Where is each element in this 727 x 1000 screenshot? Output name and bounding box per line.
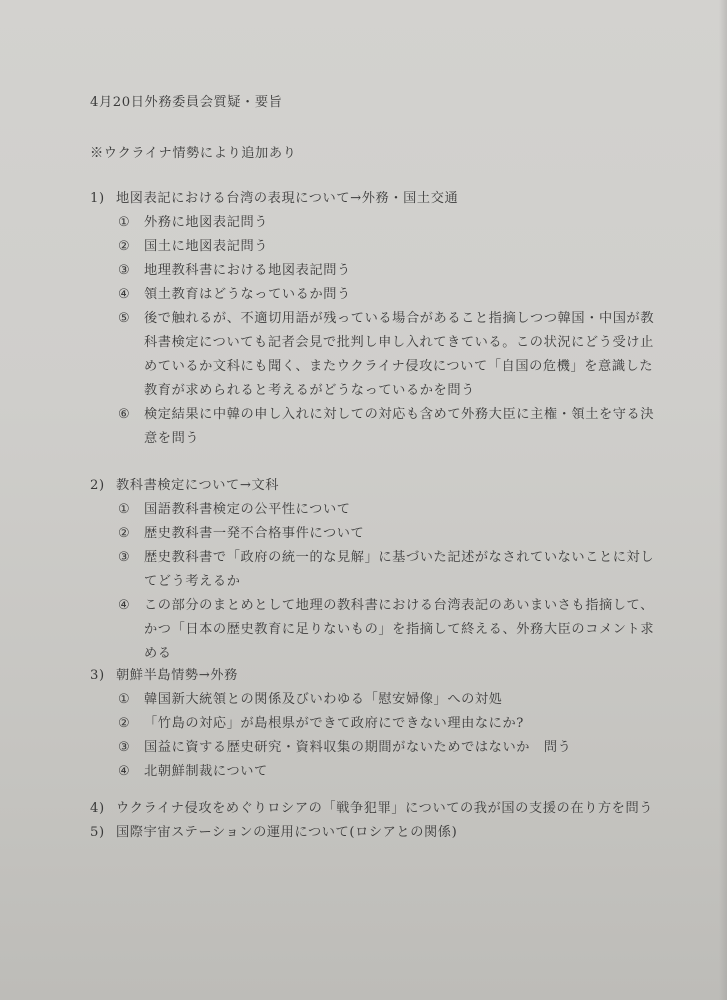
item-text: 検定結果に中韓の申し入れに対しての対応も含めて外務大臣に主権・領土を守る決: [144, 407, 655, 422]
section-title: 地図表記における台湾の表現について→外務・国土交通: [116, 191, 459, 206]
item-marker: ③: [118, 263, 131, 278]
item-continuation: 意を問う: [144, 431, 200, 446]
list-item: [118, 522, 364, 541]
item-text: 外務に地図表記問う: [144, 215, 269, 230]
item-text: 領土教育はどうなっているか問う: [144, 287, 351, 302]
list-item: [118, 283, 351, 302]
item-marker: ④: [118, 598, 131, 613]
section-title: ウクライナ侵攻をめぐりロシアの「戦争犯罪」についての我が国の支援の在り方を問う: [116, 801, 654, 816]
section-title: 国際宇宙ステーションの運用について(ロシアとの関係): [116, 825, 458, 840]
section-number: 3): [90, 668, 105, 683]
item-text: 「竹島の対応」が島根県ができて政府にできない理由なにか?: [144, 716, 524, 731]
item-marker: ②: [118, 716, 131, 731]
item-marker: ④: [118, 764, 131, 779]
paper-edge-shadow: [719, 0, 727, 1000]
list-item: [118, 235, 268, 254]
item-continuation: かつ「日本の歴史教育に足りないもの」を指摘して終える、外務大臣のコメント求: [144, 622, 655, 637]
section-1-heading: [90, 187, 458, 206]
section-4-heading: [90, 797, 653, 816]
item-marker: ③: [118, 740, 131, 755]
list-item: [118, 259, 351, 278]
item-marker: ②: [118, 239, 131, 254]
item-marker: ③: [118, 550, 131, 565]
list-item: [118, 736, 571, 755]
item-marker: ①: [118, 215, 131, 230]
list-item: [118, 712, 524, 731]
item-text: 歴史教科書で「政府の統一的な見解」に基づいた記述がなされていないことに対し: [144, 550, 655, 565]
item-text: 国語教科書検定の公平性について: [144, 502, 351, 517]
section-number: 1): [90, 191, 105, 206]
item-marker: ⑤: [118, 311, 131, 326]
item-text: この部分のまとめとして地理の教科書における台湾表記のあいまいさも指摘して、: [144, 598, 654, 613]
item-text: 地理教科書における地図表記問う: [144, 263, 351, 278]
list-item: [118, 211, 268, 230]
item-marker: ④: [118, 287, 131, 302]
section-number: 2): [90, 478, 105, 493]
section-number: 5): [90, 825, 105, 840]
list-item: [118, 403, 654, 422]
item-text: 国土に地図表記問う: [144, 239, 269, 254]
section-number: 4): [90, 801, 105, 816]
item-continuation: める: [144, 646, 172, 661]
section-2-heading: [90, 474, 279, 493]
item-text: 北朝鮮制裁について: [144, 764, 268, 779]
item-marker: ①: [118, 502, 131, 517]
list-item: [118, 594, 654, 613]
item-continuation: てどう考えるか: [144, 574, 241, 589]
item-continuation: 教育が求められると考えるがどうなっているかを問う: [144, 383, 475, 398]
list-item: [118, 688, 502, 707]
item-text: 韓国新大統領との関係及びいわゆる「慰安婦像」への対処: [144, 692, 503, 707]
item-continuation: 科書検定についても記者会見で批判し申し入れてきている。この状況にどう受け止: [144, 335, 654, 350]
section-5-heading: [90, 821, 457, 840]
list-item: [118, 307, 654, 326]
item-marker: ①: [118, 692, 131, 707]
item-marker: ⑥: [118, 407, 131, 422]
section-title: 朝鮮半島情勢→外務: [116, 668, 238, 683]
document-title: 4月20日外務委員会質疑・要旨: [90, 95, 283, 110]
item-text: 歴史教科書一発不合格事件について: [144, 526, 365, 541]
list-item: [118, 546, 654, 565]
list-item: [118, 498, 351, 517]
item-text: 後で触れるが、不適切用語が残っている場合があること指摘しつつ韓国・中国が教: [144, 311, 655, 326]
document-note: ※ウクライナ情勢により追加あり: [90, 146, 297, 161]
item-marker: ②: [118, 526, 131, 541]
item-continuation: めているか文科にも聞く、またウクライナ侵攻について「自国の危機」を意識した: [144, 359, 654, 374]
section-3-heading: [90, 664, 238, 683]
item-text: 国益に資する歴史研究・資料収集の期間がないためではないか 問う: [144, 740, 572, 755]
section-title: 教科書検定について→文科: [116, 478, 280, 493]
list-item: [118, 760, 268, 779]
